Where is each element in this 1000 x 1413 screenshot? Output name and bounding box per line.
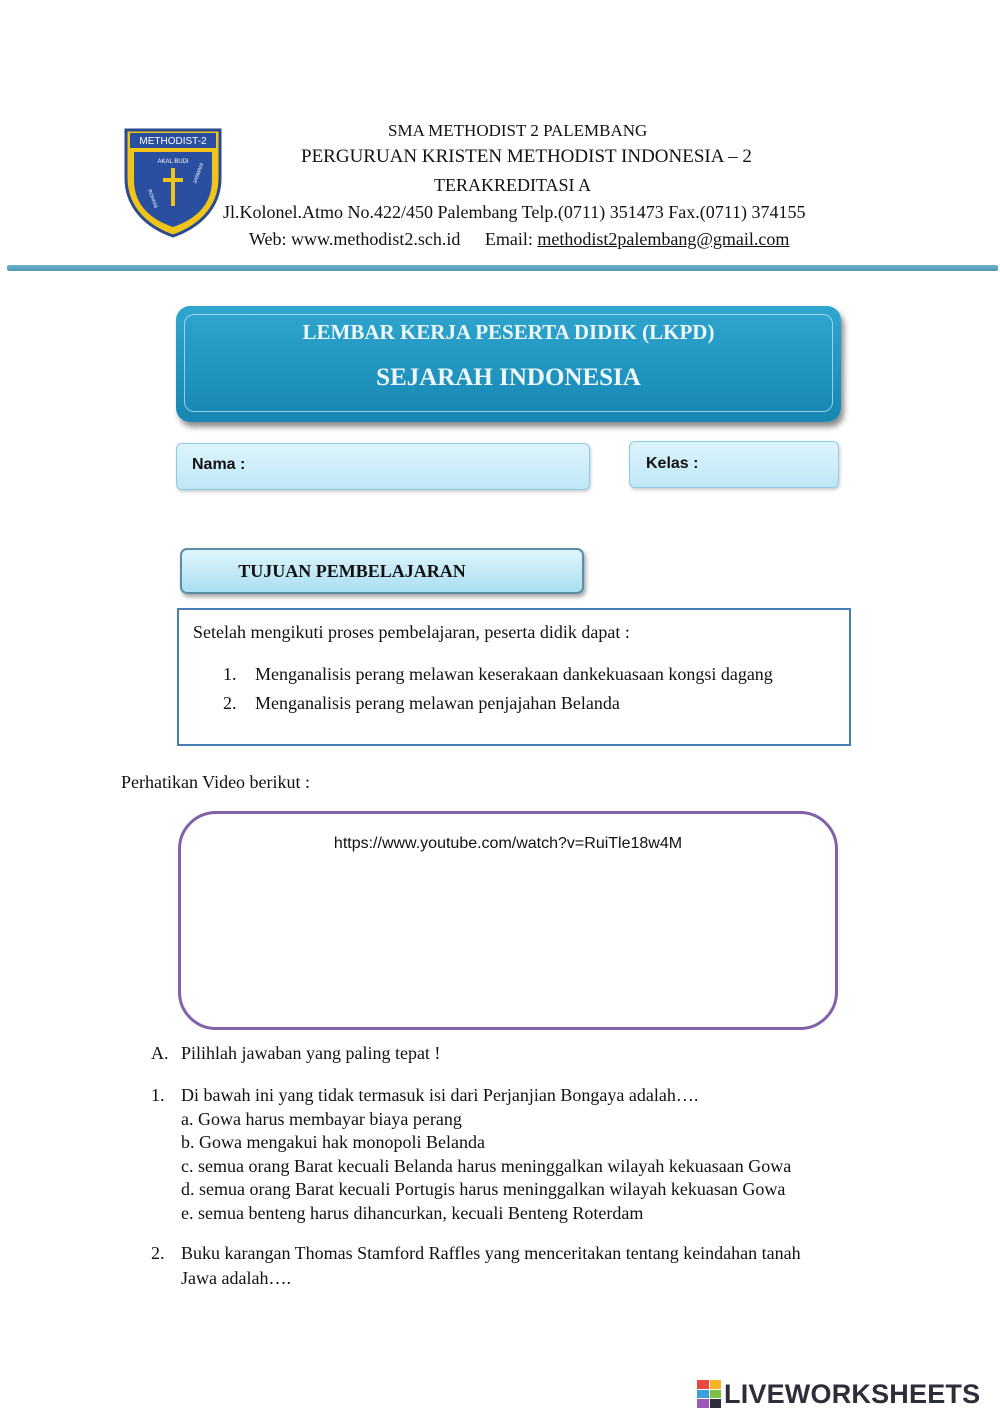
objectives-heading [180,548,584,594]
option-a[interactable]: a. Gowa harus membayar biaya perang [181,1108,462,1129]
website: Web: www.methodist2.sch.id [249,229,461,249]
option-d[interactable]: d. semua orang Barat kecuali Portugis harus meninggalkan wilayah kekuasan Gowa [181,1179,786,1199]
video-url[interactable]: https://www.youtube.com/watch?v=RuiTle18w4M [333,835,683,852]
liveworksheets-logo-icon [697,1380,721,1408]
question-text-line1: Buku karangan Thomas Stamford Raffles yang menceritakan tentang keindahan tanah [181,1243,801,1263]
video-intro: Perhatikan Video berikut : [121,772,311,792]
option-b[interactable]: b. Gowa mengakui hak monopoli Belanda [181,1132,485,1152]
school-name: SMA METHODIST 2 PALEMBANG [388,121,648,140]
svg-text:ROHANI: ROHANI [146,188,159,209]
section-label: A. [151,1043,169,1063]
brand-name: LIVEWORKSHEETS [724,1378,981,1409]
email-link[interactable]: methodist2palembang@gmail.com [537,229,790,249]
objectives-list [223,664,773,722]
email-label: Email: [484,229,533,249]
question-text: Di bawah ini yang tidak termasuk isi dari Perjanjian Bongaya adalah…. [181,1085,699,1105]
question-number: 1. [151,1085,165,1105]
option-e[interactable]: e. semua benteng harus dihancurkan, kecuali Benteng Roterdam [181,1202,644,1223]
header-divider [7,265,998,271]
name-field[interactable] [176,443,590,490]
liveworksheets-brand [697,1378,980,1410]
list-item: 1. Menganalisis perang melawan keserakaan dankekuasaan kongsi dagang [223,664,773,684]
objectives-intro: Setelah mengikuti proses pembelajaran, peserta didik dapat : [193,622,630,642]
instruction-text: Pilihlah jawaban yang paling tepat ! [181,1043,441,1063]
section-instruction [151,1043,440,1064]
contact-line [249,229,789,250]
school-address: Jl.Kolonel.Atmo No.422/450 Palembang Telp.(0711) 351473 Fax.(0711) 374155 [223,202,806,222]
option-c[interactable]: c. semua orang Barat kecuali Belanda harus meninggalkan wilayah kekuasaan Gowa [181,1155,792,1176]
title-banner [176,306,841,422]
subject-title: SEJARAH INDONESIA [376,364,641,391]
name-label: Nama : [192,456,246,473]
svg-text:JASMANI: JASMANI [192,162,206,185]
foundation-name: PERGURUAN KRISTEN METHODIST INDONESIA – 2 [301,146,752,167]
objectives-title: TUJUAN PEMBELAJARAN [238,561,466,581]
class-label: Kelas : [646,455,699,472]
school-logo [122,126,224,238]
class-field[interactable] [629,441,839,488]
svg-text:METHODIST-2: METHODIST-2 [139,136,207,147]
svg-text:AKAL BUDI: AKAL BUDI [157,159,189,165]
accreditation: TERAKREDITASI A [434,175,592,195]
list-item: 2. Menganalisis perang melawan penjajahan Belanda [223,693,620,713]
question-text-line2: Jawa adalah…. [181,1268,291,1288]
question-number: 2. [151,1243,165,1263]
worksheet-title: LEMBAR KERJA PESERTA DIDIK (LKPD) [302,320,715,344]
objectives-box [177,608,851,746]
video-embed[interactable] [178,811,838,1030]
